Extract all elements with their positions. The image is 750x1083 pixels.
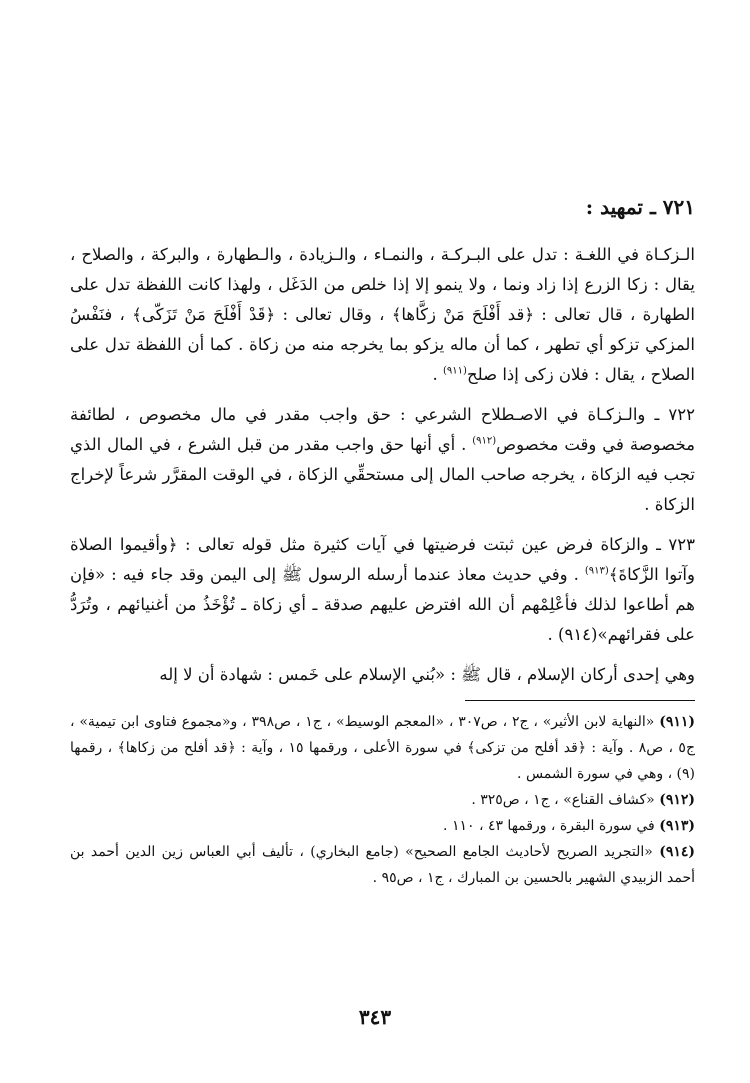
paragraph-1 <box>70 240 695 390</box>
footnote-ref-912[interactable]: (٩١٢) <box>472 435 497 447</box>
paragraph-3-text: ٧٢٣ ـ والزكاة فرض عين ثبتت فرضيتها في آيات كثيرة مثل قوله تعالى : ﴿وأقيموا الصلاة وآتوا الزَّكاةَ﴾ <box>70 535 695 584</box>
footnote-text: «كشاف القناع» ، ج١ ، ص٣٢٥ . <box>471 792 655 808</box>
paragraph-4 <box>70 660 695 690</box>
footnote-912 <box>70 787 695 813</box>
footnote-914 <box>70 839 695 891</box>
footnote-text: «التجريد الصريح لأحاديث الجامع الصحيح» (جامع البخاري) ، تأليف أبي العباس زين الدين أحمد بن أحمد الزبيدي الشهير بالحسين بن المبارك ، ج١ ، ص٩٥ . <box>70 844 695 886</box>
footnote-911 <box>70 709 695 787</box>
footnote-number: (٩١١) <box>659 714 695 730</box>
paragraph-3 <box>70 530 695 650</box>
footnote-ref-913[interactable]: (٩١٣) <box>584 565 609 577</box>
paragraph-1-end: . <box>432 365 444 384</box>
footnote-divider <box>465 700 695 701</box>
paragraph-3-end: . وفي حديث معاذ عندما أرسله الرسول ﷺ إلى اليمن وقد جاء فيه : «فإن هم أطاعوا لذلك فأعْلِمْهم أن الله افترض عليهم صدقة ـ أي زكاة ـ تُؤْخَذُ من أغنيائهم ، وتُرَدُّ على فقرائهم»(٩١٤) . <box>70 565 695 644</box>
paragraph-4-text: وهي إحدى أركان الإسلام ، قال ﷺ : «بُني الإسلام على خَمس : شهادة أن لا إله <box>159 665 695 684</box>
paragraph-2-text: ٧٢٢ ـ والـزكـاة في الاصـطلاح الشرعي : حق واجب مقدر في مال مخصوص ، لطائفة مخصوصة في وقت مخصوص <box>70 405 695 454</box>
footnote-text: «النهاية لابن الأثير» ، ج٢ ، ص٣٠٧ ، «المعجم الوسيط» ، ج١ ، ص٣٩٨ ، و«مجموع فتاوى ابن تيمية» ، ج٥ ، ص٨ . وآية : ﴿قد أفلح من تزكى﴾ في سورة الأعلى ، ورقمها ١٥ ، وآية : ﴿قد أفلح من زكاها﴾ ، رقمها (٩) ، وهي في سورة الشمس . <box>70 714 695 782</box>
footnote-number: (٩١٢) <box>659 792 695 808</box>
footnote-number: (٩١٤) <box>659 844 696 860</box>
footnote-ref-911[interactable]: (٩١١) <box>443 365 467 377</box>
paragraph-1-text: الـزكـاة في اللغـة : تدل على البـركـة ، والنمـاء ، والـزيادة ، والـطهارة ، والبركة ، والصلاح ، يقال : زكا الزرع إذا زاد ونما ، ولا ينمو إلا إذا خلص من الدَغَل ، ولهذا كانت اللفظة تدل على الطهارة ، قال تعالى : ﴿قد أَفْلَحَ مَنْ زكَّاها﴾ ، وقال تعالى : ﴿قَدْ أَفْلَحَ مَنْ تَزَكّى﴾ ، فنَفْسُ المزكي تزكو أي تطهر ، كما أن ماله يزكو بما يخرجه منه من زكاة . كما أن اللفظة تدل على الصلاح ، يقال : فلان زكى إذا صلح <box>70 245 695 384</box>
page-number: ٣٤٣ <box>358 1005 392 1029</box>
footnote-text: في سورة البقرة ، ورقمها ٤٣ ، ١١٠ . <box>443 818 655 834</box>
page-body <box>70 192 695 891</box>
footnote-number: (٩١٣) <box>659 818 695 834</box>
section-heading: ٧٢١ ـ تمهيد : <box>585 195 695 219</box>
footnotes <box>70 709 695 891</box>
paragraph-2 <box>70 400 695 520</box>
paragraph-2-end: . أي أنها حق واجب مقدر من قبل الشرع ، في المال الذي تجب فيه الزكاة ، يخرجه صاحب المال إلى مستحقِّي الزكاة ، في الوقت المقرَّر شرعاً لإخراج الزكاة . <box>70 435 695 514</box>
footnote-913 <box>70 813 695 839</box>
